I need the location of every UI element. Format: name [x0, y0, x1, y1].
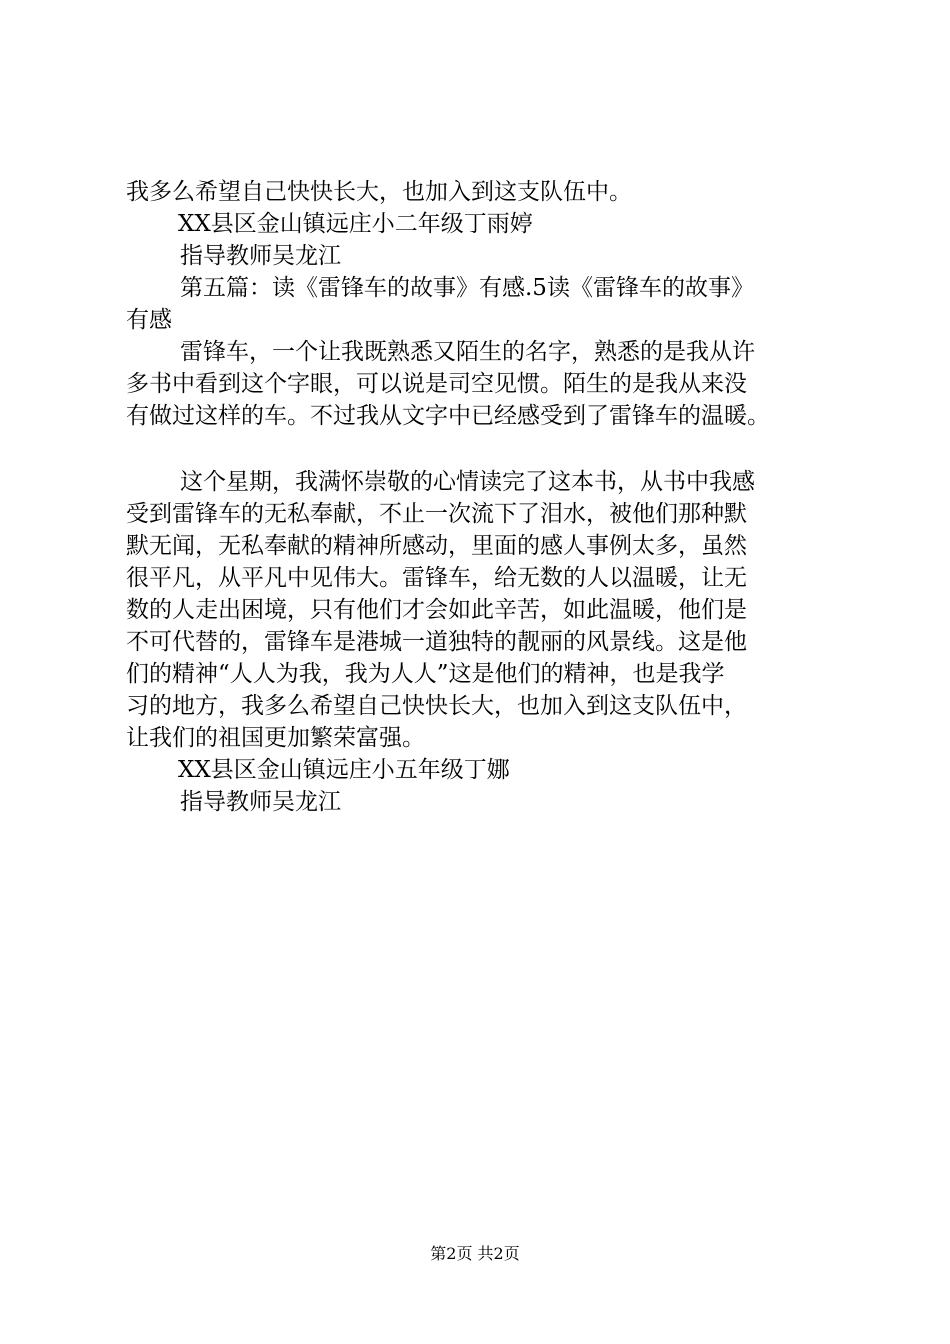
closing-sentence: 我多么希望自己快快长大，也加入到这支队伍中。 [126, 179, 632, 205]
page-number: 第2页 共2页 [430, 1244, 520, 1263]
document-body [126, 176, 836, 818]
teacher-line: 指导教师吴龙江 [180, 789, 341, 815]
section-heading-continued: 有感 [126, 307, 172, 333]
paragraph-line: 习的地方，我多么希望自己快快长大，也加入到这支队伍中， [126, 693, 747, 719]
author-line: XX县区金山镇远庄小五年级丁娜 [178, 757, 510, 783]
teacher-line: 指导教师吴龙江 [180, 243, 341, 269]
paragraph-line: 受到雷锋车的无私奉献，不止一次流下了泪水，被他们那种默 [126, 501, 747, 527]
paragraph-line: 雷锋车，一个让我既熟悉又陌生的名字，熟悉的是我从许 [180, 339, 755, 365]
paragraph-line: 很平凡，从平凡中见伟大。雷锋车，给无数的人以温暖，让无 [126, 565, 747, 591]
paragraph-line: 数的人走出困境，只有他们才会如此辛苦，如此温暖，他们是 [126, 597, 747, 623]
paragraph-gap [126, 432, 836, 466]
paragraph-line: 不可代替的，雷锋车是港城一道独特的靓丽的风景线。这是他 [126, 629, 747, 655]
page-footer [0, 1244, 950, 1264]
paragraph-line: 多书中看到这个字眼，可以说是司空见惯。陌生的是我从来没 [126, 371, 747, 397]
section-heading: 第五篇：读《雷锋车的故事》有感.5读《雷锋车的故事》 [180, 275, 754, 301]
paragraph-line: 这个星期，我满怀崇敬的心情读完了这本书，从书中我感 [180, 469, 755, 495]
paragraph-line: 们的精神“人人为我，我为人人”这是他们的精神，也是我学 [126, 661, 725, 687]
paragraph-line: 默无闻，无私奉献的精神所感动，里面的感人事例太多，虽然 [126, 533, 747, 559]
paragraph-line: 让我们的祖国更加繁荣富强。 [126, 725, 425, 751]
paragraph-line: 有做过这样的车。不过我从文字中已经感受到了雷锋车的温暖。 [126, 403, 770, 429]
author-line: XX县区金山镇远庄小二年级丁雨婷 [178, 211, 533, 237]
